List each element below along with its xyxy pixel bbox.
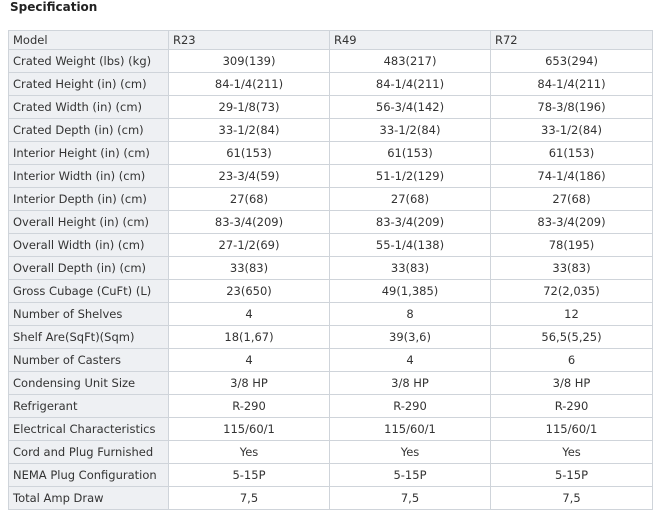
table-cell: 4: [330, 349, 491, 372]
table-header-row: [9, 31, 653, 50]
table-cell: 74-1/4(186): [491, 165, 653, 188]
table-cell: 84-1/4(211): [330, 73, 491, 96]
row-label: Interior Width (in) (cm): [9, 165, 169, 188]
table-cell: 4: [169, 349, 330, 372]
table-row: [9, 464, 653, 487]
row-label: Gross Cubage (CuFt) (L): [9, 280, 169, 303]
table-cell: R-290: [491, 395, 653, 418]
header-r49: R49: [330, 31, 491, 50]
table-cell: 4: [169, 303, 330, 326]
row-label: Interior Depth (in) (cm): [9, 188, 169, 211]
table-cell: 27(68): [330, 188, 491, 211]
table-cell: 29-1/8(73): [169, 96, 330, 119]
table-cell: 7,5: [169, 487, 330, 510]
table-row: [9, 50, 653, 73]
table-row: [9, 395, 653, 418]
row-label: Overall Width (in) (cm): [9, 234, 169, 257]
row-label: Electrical Characteristics: [9, 418, 169, 441]
row-label: Interior Height (in) (cm): [9, 142, 169, 165]
table-cell: 115/60/1: [330, 418, 491, 441]
table-row: [9, 165, 653, 188]
table-cell: 84-1/4(211): [169, 73, 330, 96]
table-cell: 27(68): [491, 188, 653, 211]
table-row: [9, 303, 653, 326]
table-cell: 3/8 HP: [491, 372, 653, 395]
table-row: [9, 73, 653, 96]
row-label: Refrigerant: [9, 395, 169, 418]
table-cell: 483(217): [330, 50, 491, 73]
table-cell: 33(83): [491, 257, 653, 280]
row-label: Crated Weight (lbs) (kg): [9, 50, 169, 73]
table-cell: 23-3/4(59): [169, 165, 330, 188]
table-cell: 33(83): [330, 257, 491, 280]
table-cell: 83-3/4(209): [491, 211, 653, 234]
table-cell: 7,5: [330, 487, 491, 510]
table-cell: R-290: [330, 395, 491, 418]
row-label: Number of Shelves: [9, 303, 169, 326]
table-row: [9, 326, 653, 349]
table-cell: 78-3/8(196): [491, 96, 653, 119]
table-cell: 3/8 HP: [169, 372, 330, 395]
table-cell: 5-15P: [330, 464, 491, 487]
table-cell: 61(153): [169, 142, 330, 165]
table-cell: 83-3/4(209): [330, 211, 491, 234]
row-label: Shelf Are(SqFt)(Sqm): [9, 326, 169, 349]
table-cell: 309(139): [169, 50, 330, 73]
table-cell: 49(1,385): [330, 280, 491, 303]
row-label: Crated Width (in) (cm): [9, 96, 169, 119]
table-cell: 18(1,67): [169, 326, 330, 349]
table-cell: 56,5(5,25): [491, 326, 653, 349]
table-cell: Yes: [169, 441, 330, 464]
table-row: [9, 418, 653, 441]
table-row: [9, 441, 653, 464]
row-label: NEMA Plug Configuration: [9, 464, 169, 487]
table-cell: 84-1/4(211): [491, 73, 653, 96]
table-cell: 12: [491, 303, 653, 326]
spec-title: Specification: [10, 0, 98, 14]
table-cell: 78(195): [491, 234, 653, 257]
table-cell: 72(2,035): [491, 280, 653, 303]
row-label: Crated Height (in) (cm): [9, 73, 169, 96]
table-cell: 61(153): [491, 142, 653, 165]
table-cell: Yes: [330, 441, 491, 464]
table-cell: 27(68): [169, 188, 330, 211]
table-row: [9, 372, 653, 395]
table-cell: 33(83): [169, 257, 330, 280]
table-row: [9, 119, 653, 142]
table-row: [9, 234, 653, 257]
table-cell: 83-3/4(209): [169, 211, 330, 234]
table-cell: 51-1/2(129): [330, 165, 491, 188]
table-cell: 6: [491, 349, 653, 372]
spec-table: [8, 30, 653, 510]
table-row: [9, 142, 653, 165]
table-row: [9, 211, 653, 234]
table-row: [9, 188, 653, 211]
table-cell: 33-1/2(84): [491, 119, 653, 142]
table-cell: 33-1/2(84): [330, 119, 491, 142]
table-cell: 115/60/1: [169, 418, 330, 441]
row-label: Cord and Plug Furnished: [9, 441, 169, 464]
header-r23: R23: [169, 31, 330, 50]
row-label: Number of Casters: [9, 349, 169, 372]
row-label: Overall Depth (in) (cm): [9, 257, 169, 280]
table-cell: 7,5: [491, 487, 653, 510]
table-row: [9, 487, 653, 510]
row-label: Total Amp Draw: [9, 487, 169, 510]
row-label: Condensing Unit Size: [9, 372, 169, 395]
table-cell: 27-1/2(69): [169, 234, 330, 257]
row-label: Crated Depth (in) (cm): [9, 119, 169, 142]
table-cell: 5-15P: [491, 464, 653, 487]
table-cell: 23(650): [169, 280, 330, 303]
table-row: [9, 349, 653, 372]
table-row: [9, 96, 653, 119]
table-row: [9, 257, 653, 280]
table-cell: 55-1/4(138): [330, 234, 491, 257]
table-row: [9, 280, 653, 303]
table-cell: 653(294): [491, 50, 653, 73]
table-cell: 8: [330, 303, 491, 326]
table-cell: 56-3/4(142): [330, 96, 491, 119]
header-model: Model: [9, 31, 169, 50]
table-cell: 115/60/1: [491, 418, 653, 441]
table-cell: 5-15P: [169, 464, 330, 487]
table-cell: Yes: [491, 441, 653, 464]
row-label: Overall Height (in) (cm): [9, 211, 169, 234]
table-cell: R-290: [169, 395, 330, 418]
table-cell: 61(153): [330, 142, 491, 165]
table-body: [9, 50, 653, 510]
table-cell: 39(3,6): [330, 326, 491, 349]
table-cell: 3/8 HP: [330, 372, 491, 395]
table-cell: 33-1/2(84): [169, 119, 330, 142]
header-r72: R72: [491, 31, 653, 50]
